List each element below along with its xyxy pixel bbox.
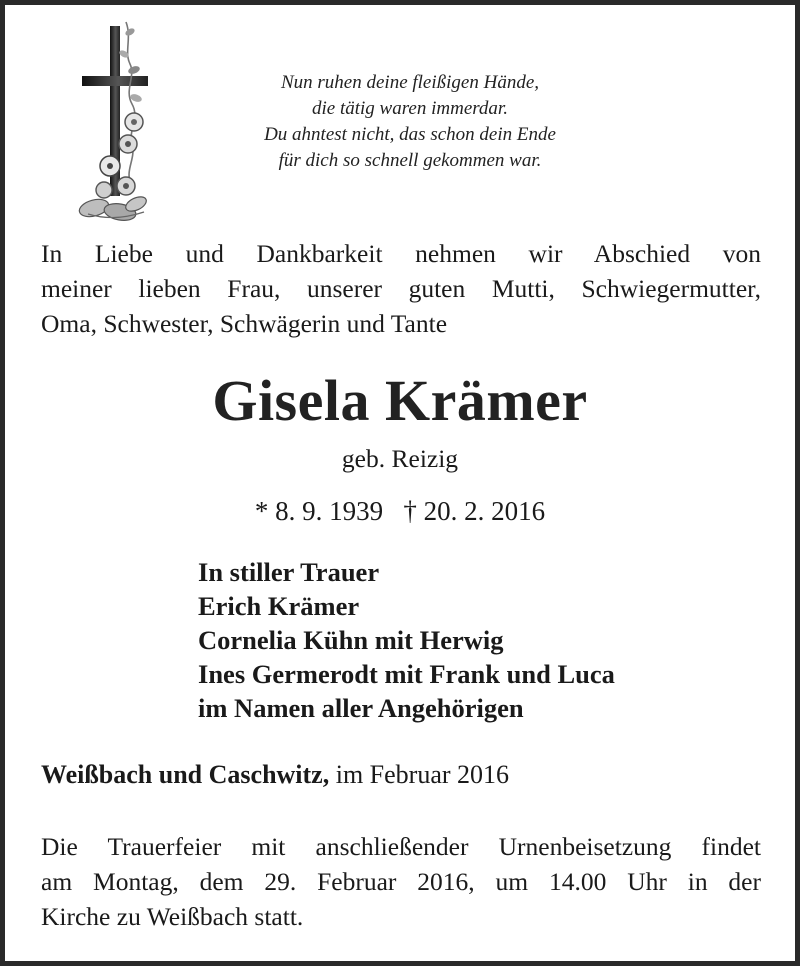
funeral-line: am Montag, dem 29. Februar 2016, um 14.00 Uhr in der xyxy=(41,867,761,896)
deceased-name: Gisela Krämer xyxy=(212,368,588,433)
farewell-text xyxy=(41,236,761,341)
mourners-line: Cornelia Kühn mit Herwig xyxy=(198,625,504,655)
place-and-date xyxy=(41,759,509,791)
funeral-line: Die Trauerfeier mit anschließender Urnenbeisetzung findet xyxy=(41,832,761,861)
place-location: Weißbach und Caschwitz, xyxy=(41,760,330,789)
mourners-line: im Namen aller Angehörigen xyxy=(198,693,524,723)
funeral-line: Kirche zu Weißbach statt. xyxy=(41,902,304,931)
farewell-line: Oma, Schwester, Schwägerin und Tante xyxy=(41,309,448,338)
place-date: im Februar 2016 xyxy=(329,760,510,789)
cross-with-flowers-icon xyxy=(74,18,154,228)
funeral-info xyxy=(41,829,761,934)
mourners-line: Erich Krämer xyxy=(198,591,360,621)
mourners-line: Ines Germerodt mit Frank und Luca xyxy=(198,659,615,689)
farewell-line: In Liebe und Dankbarkeit nehmen wir Abschied von xyxy=(41,239,761,268)
maiden-name: geb. Reizig xyxy=(341,444,459,473)
poem-line: Nun ruhen deine fleißigen Hände, xyxy=(280,72,540,93)
poem-line: Du ahntest nicht, das schon dein Ende xyxy=(264,124,556,145)
poem-line: die tätig waren immerdar. xyxy=(312,98,508,119)
life-dates: * 8. 9. 1939 † 20. 2. 2016 xyxy=(254,496,546,526)
mourners-list xyxy=(198,555,615,725)
farewell-line: meiner lieben Frau, unserer guten Mutti, Schwiegermutter, xyxy=(41,274,761,303)
poem-line: für dich so schnell gekommen war. xyxy=(278,150,542,171)
poem xyxy=(180,70,640,174)
mourners-line: In stiller Trauer xyxy=(198,557,380,587)
